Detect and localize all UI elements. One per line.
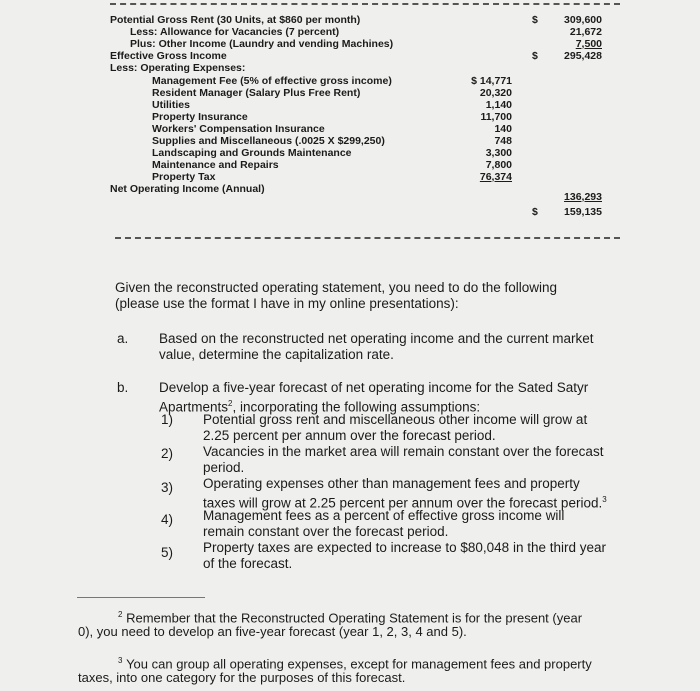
row-maintenance-label: Maintenance and Repairs <box>152 159 279 171</box>
assumption-1-line-1: Potential gross rent and miscellaneous other income will grow at <box>203 412 588 427</box>
row-supplies-label: Supplies and Miscellaneous (.0025 X $299,250) <box>152 135 385 147</box>
value-vacancy: 21,672 <box>569 26 602 38</box>
item-b-line-1: Develop a five-year forecast of net operating income for the Sated Satyr <box>159 380 589 395</box>
row-operating-expenses-label: Less: Operating Expenses: <box>110 62 246 74</box>
value-potential-gross-rent: 309,600 <box>564 14 602 26</box>
row-landscaping-label: Landscaping and Grounds Maintenance <box>152 147 352 159</box>
assumption-5-line-1: Property taxes are expected to increase to $80,048 in the third year <box>203 540 606 555</box>
assumption-3-line-1: Operating expenses other than management fees and property <box>203 476 580 491</box>
row-property-insurance-label: Property Insurance <box>152 111 248 123</box>
assumption-5-number: 5) <box>161 545 174 560</box>
item-a-line-1: Based on the reconstructed net operating income and the current market <box>159 331 594 346</box>
footnote-2-marker: 2 <box>118 610 123 619</box>
dollar-sign-noi: $ <box>532 206 538 218</box>
row-net-operating-income-label: Net Operating Income (Annual) <box>110 183 265 195</box>
assumption-4-line-2: remain constant over the forecast period. <box>203 524 449 539</box>
value-management-fee: $ 14,771 <box>471 75 512 87</box>
row-property-tax-label: Property Tax <box>152 171 216 183</box>
row-resident-manager-label: Resident Manager (Salary Plus Free Rent) <box>152 87 361 99</box>
assumption-4-number: 4) <box>161 512 174 527</box>
value-utilities: 1,140 <box>485 99 512 111</box>
assumption-1-number: 1) <box>161 412 174 427</box>
assumption-2-number: 2) <box>161 446 174 461</box>
row-workers-comp-label: Workers' Compensation Insurance <box>152 123 325 135</box>
assumption-4-line-1: Management fees as a percent of effective gross income will <box>203 508 565 523</box>
dollar-sign-egi: $ <box>532 50 538 62</box>
footnote-divider <box>77 597 205 598</box>
value-other-income: 7,500 <box>575 38 602 50</box>
value-effective-gross-income: 295,428 <box>564 50 602 62</box>
intro-line-2: (please use the format I have in my online presentations): <box>115 296 459 311</box>
item-b-apartments: Apartments <box>159 399 229 415</box>
footnote-2-line-2: 0), you need to develop an five-year forecast (year 1, 2, 3, 4 and 5). <box>78 624 467 639</box>
footnote-3-line-2: taxes, into one category for the purposes of this forecast. <box>78 670 406 685</box>
footnote-ref-2: 2 <box>228 399 233 408</box>
intro-line-1: Given the reconstructed operating statement, you need to do the following <box>115 280 558 295</box>
row-effective-gross-income-label: Effective Gross Income <box>110 50 227 62</box>
row-management-fee-label: Management Fee (5% of effective gross income) <box>152 75 392 87</box>
value-maintenance: 7,800 <box>485 159 512 171</box>
value-supplies: 748 <box>494 135 512 147</box>
row-potential-gross-rent-label: Potential Gross Rent (30 Units, at $860 per month) <box>110 14 361 26</box>
value-total-expenses: 136,293 <box>564 191 602 203</box>
value-resident-manager: 20,320 <box>479 87 512 99</box>
footnote-2-text: Remember that the Reconstructed Operating Statement is for the present (year <box>126 610 583 626</box>
value-landscaping: 3,300 <box>485 147 512 159</box>
section-divider <box>115 237 620 239</box>
item-a-line-2: value, determine the capitalization rate. <box>159 347 394 362</box>
assumption-3-number: 3) <box>161 480 174 495</box>
item-a-marker: a. <box>117 331 129 346</box>
assumption-5-line-2: of the forecast. <box>203 556 293 571</box>
assumption-1-line-2: 2.25 percent per annum over the forecast period. <box>203 428 496 443</box>
dollar-sign-gross-rent: $ <box>532 14 538 26</box>
row-other-income-label: Plus: Other Income (Laundry and vending Machines) <box>130 38 394 50</box>
assumption-3-line-2-text: taxes will grow at 2.25 percent per annum over the forecast period. <box>203 495 603 511</box>
value-property-tax: 76,374 <box>479 171 512 183</box>
assumption-2-line-1: Vacancies in the market area will remain constant over the forecast <box>203 444 604 459</box>
item-b-line-2-rest: , incorporating the following assumptions: <box>232 399 481 415</box>
item-b-marker: b. <box>117 380 129 395</box>
row-vacancy-label: Less: Allowance for Vacancies (7 percent) <box>130 26 340 38</box>
row-utilities-label: Utilities <box>152 99 190 111</box>
footnote-3-text: You can group all operating expenses, except for management fees and property <box>126 656 592 672</box>
value-workers-comp: 140 <box>494 123 512 135</box>
footnote-ref-3: 3 <box>602 495 607 504</box>
value-net-operating-income: 159,135 <box>564 206 602 218</box>
assumption-2-line-2: period. <box>203 460 245 475</box>
value-property-insurance: 11,700 <box>480 111 512 123</box>
footnote-3-marker: 3 <box>118 656 123 665</box>
top-divider <box>110 3 620 5</box>
